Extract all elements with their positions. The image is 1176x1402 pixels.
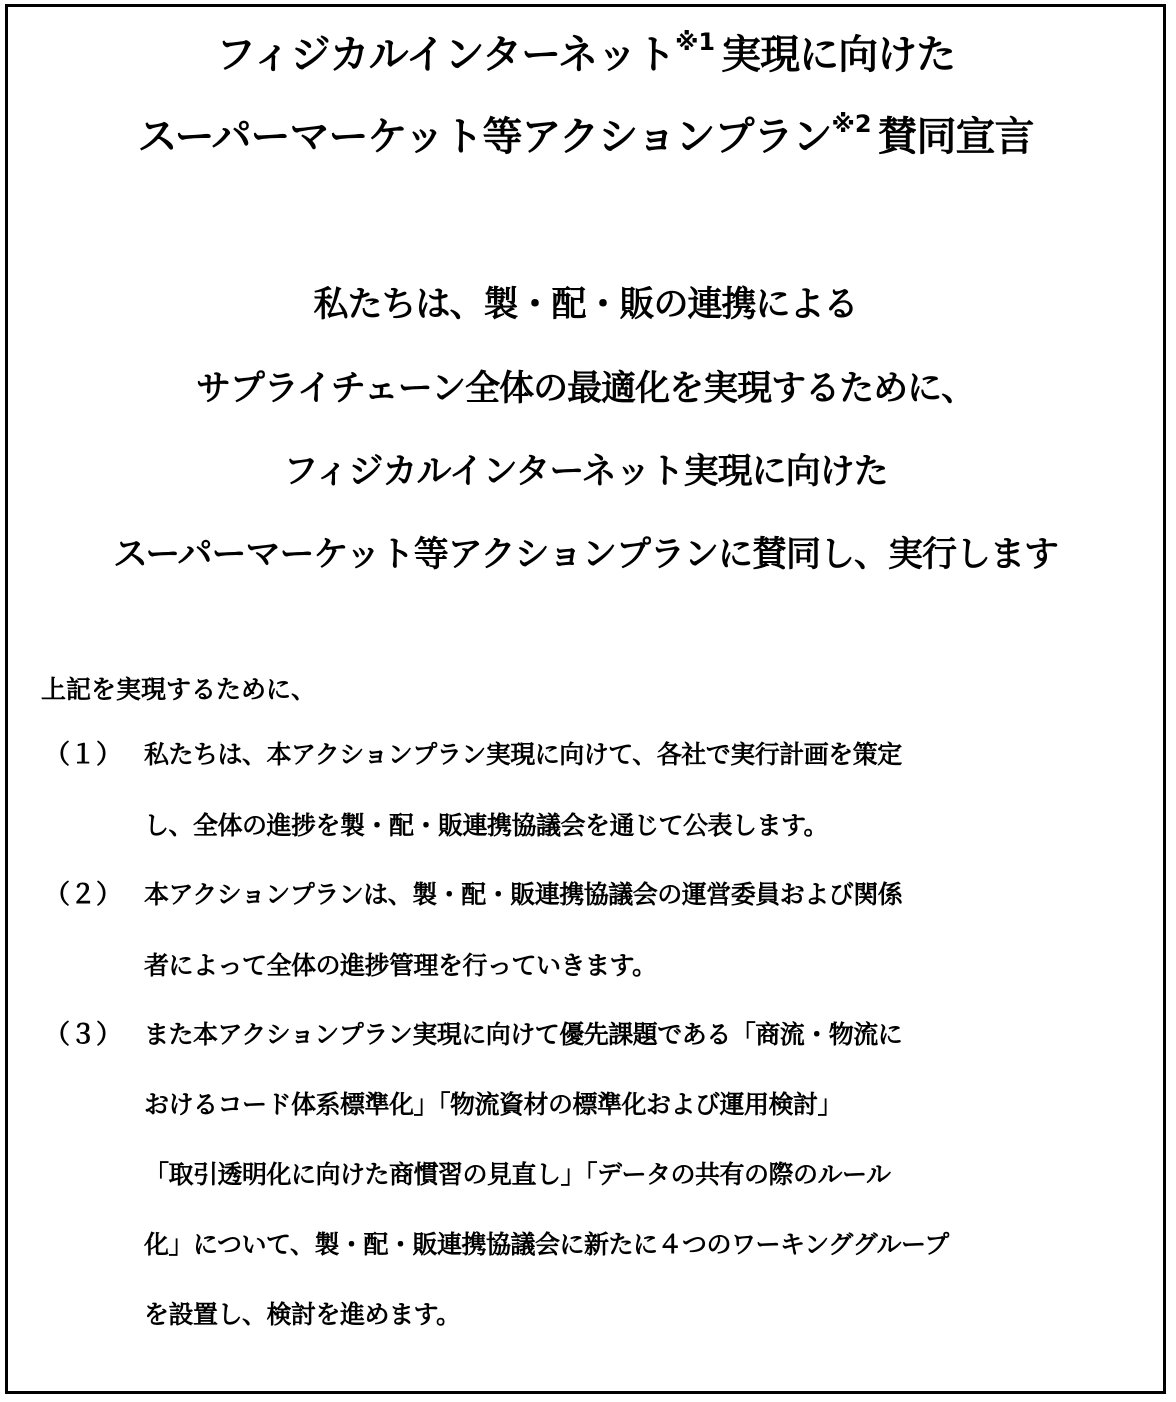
declaration-line: スーパーマーケット等アクションプランに賛同し、実行します xyxy=(112,535,1058,575)
item-line: 私たちは、本アクションプラン実現に向けて、各社で実行計画を策定 xyxy=(144,740,902,769)
item-line: し、全体の進捗を製・配・販連携協議会を通じて公表します。 xyxy=(144,811,829,840)
item-line: 本アクションプランは、製・配・販連携協議会の運営委員および関係 xyxy=(144,880,903,909)
declaration-line: サプライチェーン全体の最適化を実現するために、 xyxy=(195,369,976,409)
item-line: 者によって全体の進捗管理を行っていきます。 xyxy=(144,951,657,980)
item-line: おけるコード体系標準化」「物流資材の標準化および運用検討」 xyxy=(144,1090,843,1119)
title-line-2 xyxy=(8,111,1163,163)
title-line-1-text: フィジカルインターネット xyxy=(215,32,676,78)
title-line-1 xyxy=(8,29,1163,81)
item-number: （２） xyxy=(44,880,123,910)
declaration-frame xyxy=(5,4,1166,1394)
item-number: （３） xyxy=(44,1020,123,1050)
item-line: また本アクションプラン実現に向けて優先課題である「商流・物流に xyxy=(144,1020,903,1049)
footnote-marker-2: ※2 xyxy=(831,110,872,138)
declaration-line: 私たちは、製・配・販の連携による xyxy=(313,285,858,325)
item-line: 化」について、製・配・販連携協議会に新たに４つのワーキンググループ xyxy=(144,1230,949,1259)
title-line-2-tail: 賛同宣言 xyxy=(877,114,1034,160)
item-line: 「取引透明化に向けた商慣習の見直し」「データの共有の際のルール xyxy=(144,1160,891,1189)
intro-text: 上記を実現するために、 xyxy=(41,675,317,704)
footnote-marker-1: ※1 xyxy=(675,28,716,56)
declaration-line: フィジカルインターネット実現に向けた xyxy=(283,452,888,492)
title-line-1-tail: 実現に向けた xyxy=(721,32,956,78)
item-number: （１） xyxy=(44,740,123,770)
title-line-2-text: スーパーマーケット等アクションプラン xyxy=(137,114,832,160)
item-line: を設置し、検討を進めます。 xyxy=(144,1300,461,1329)
